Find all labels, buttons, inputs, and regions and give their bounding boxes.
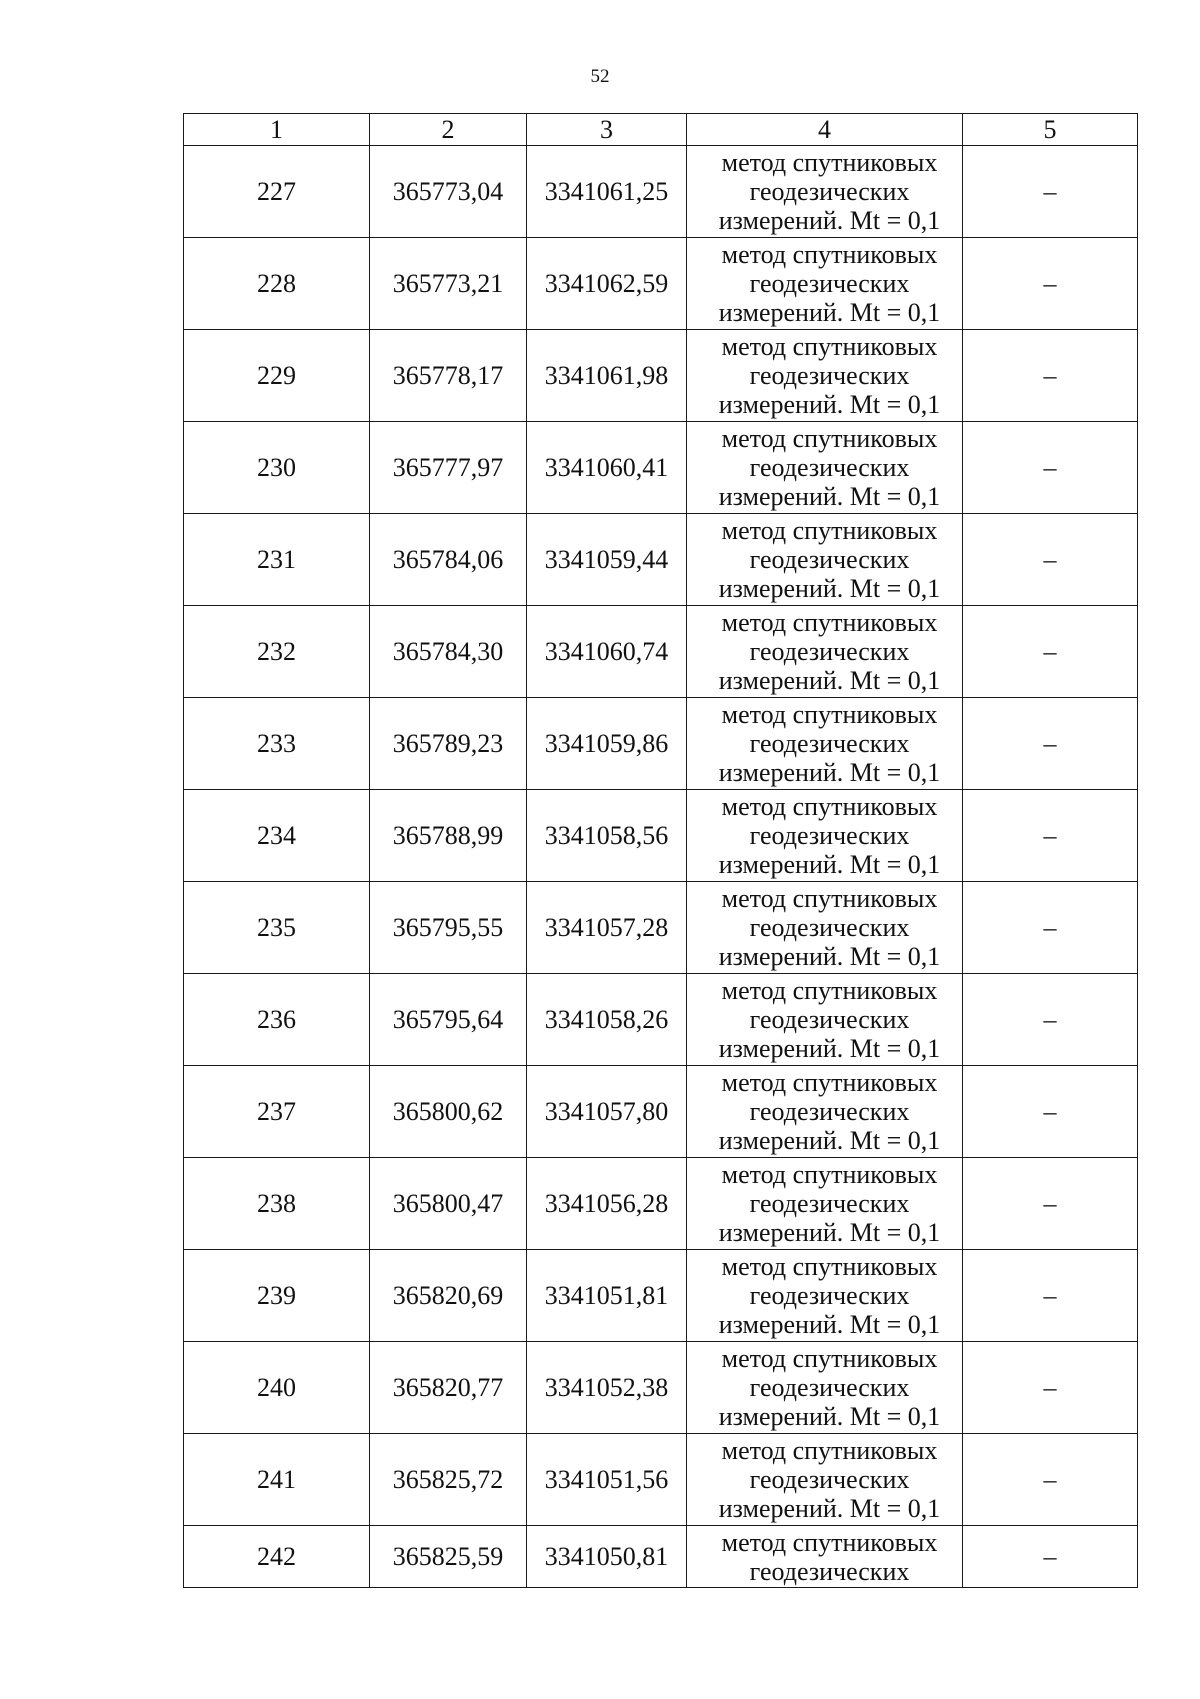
- note-cell: –: [963, 790, 1138, 882]
- table-row: [184, 882, 1138, 974]
- table-row: [184, 974, 1138, 1066]
- point-number-cell: 235: [184, 882, 370, 974]
- note-cell: –: [963, 422, 1138, 514]
- table-row: [184, 790, 1138, 882]
- method-cell: метод спутниковых геодезических измерений. Mt = 0,1: [687, 1342, 963, 1434]
- x-coordinate-cell: 365789,23: [370, 698, 527, 790]
- method-cell: метод спутниковых геодезических измерений. Mt = 0,1: [687, 882, 963, 974]
- note-cell: –: [963, 1066, 1138, 1158]
- note-cell: –: [963, 1526, 1138, 1588]
- y-coordinate-cell: 3341050,81: [527, 1526, 687, 1588]
- note-cell: –: [963, 606, 1138, 698]
- point-number-cell: 233: [184, 698, 370, 790]
- table-row: [184, 1250, 1138, 1342]
- method-cell: метод спутниковых геодезических измерений. Mt = 0,1: [687, 698, 963, 790]
- table-row: [184, 698, 1138, 790]
- point-number-cell: 241: [184, 1434, 370, 1526]
- table-row: [184, 330, 1138, 422]
- table-row: [184, 238, 1138, 330]
- x-coordinate-cell: 365795,64: [370, 974, 527, 1066]
- point-number-cell: 230: [184, 422, 370, 514]
- table-header-row: [184, 114, 1138, 146]
- x-coordinate-cell: 365788,99: [370, 790, 527, 882]
- y-coordinate-cell: 3341061,98: [527, 330, 687, 422]
- y-coordinate-cell: 3341058,56: [527, 790, 687, 882]
- y-coordinate-cell: 3341057,80: [527, 1066, 687, 1158]
- y-coordinate-cell: 3341051,56: [527, 1434, 687, 1526]
- point-number-cell: 227: [184, 146, 370, 238]
- note-cell: –: [963, 882, 1138, 974]
- table-row: [184, 1158, 1138, 1250]
- note-cell: –: [963, 330, 1138, 422]
- x-coordinate-cell: 365825,59: [370, 1526, 527, 1588]
- y-coordinate-cell: 3341061,25: [527, 146, 687, 238]
- page-number: 52: [590, 66, 610, 87]
- point-number-cell: 236: [184, 974, 370, 1066]
- note-cell: –: [963, 514, 1138, 606]
- point-number-cell: 228: [184, 238, 370, 330]
- point-number-cell: 232: [184, 606, 370, 698]
- x-coordinate-cell: 365795,55: [370, 882, 527, 974]
- method-cell: метод спутниковых геодезических измерений. Mt = 0,1: [687, 974, 963, 1066]
- method-cell: метод спутниковых геодезических измерений. Mt = 0,1: [687, 606, 963, 698]
- table-row: [184, 422, 1138, 514]
- header-cell: 4: [687, 114, 963, 146]
- y-coordinate-cell: 3341057,28: [527, 882, 687, 974]
- x-coordinate-cell: 365800,47: [370, 1158, 527, 1250]
- method-cell: метод спутниковых геодезических измерений. Mt = 0,1: [687, 790, 963, 882]
- table-row: [184, 1526, 1138, 1588]
- method-cell: метод спутниковых геодезических измерений. Mt = 0,1: [687, 146, 963, 238]
- table-row: [184, 514, 1138, 606]
- y-coordinate-cell: 3341060,74: [527, 606, 687, 698]
- note-cell: –: [963, 238, 1138, 330]
- x-coordinate-cell: 365773,21: [370, 238, 527, 330]
- x-coordinate-cell: 365784,30: [370, 606, 527, 698]
- x-coordinate-cell: 365777,97: [370, 422, 527, 514]
- y-coordinate-cell: 3341056,28: [527, 1158, 687, 1250]
- method-cell: метод спутниковых геодезических измерений. Mt = 0,1: [687, 238, 963, 330]
- method-cell: метод спутниковых геодезических измерений. Mt = 0,1: [687, 1250, 963, 1342]
- point-number-cell: 240: [184, 1342, 370, 1434]
- note-cell: –: [963, 1434, 1138, 1526]
- note-cell: –: [963, 1342, 1138, 1434]
- y-coordinate-cell: 3341052,38: [527, 1342, 687, 1434]
- coordinates-table: [183, 113, 1138, 1588]
- x-coordinate-cell: 365820,69: [370, 1250, 527, 1342]
- header-cell: 5: [963, 114, 1138, 146]
- method-cell: метод спутниковых геодезических измерений. Mt = 0,1: [687, 514, 963, 606]
- table-row: [184, 1434, 1138, 1526]
- y-coordinate-cell: 3341059,86: [527, 698, 687, 790]
- y-coordinate-cell: 3341060,41: [527, 422, 687, 514]
- y-coordinate-cell: 3341051,81: [527, 1250, 687, 1342]
- point-number-cell: 231: [184, 514, 370, 606]
- x-coordinate-cell: 365773,04: [370, 146, 527, 238]
- x-coordinate-cell: 365820,77: [370, 1342, 527, 1434]
- y-coordinate-cell: 3341062,59: [527, 238, 687, 330]
- method-cell: метод спутниковых геодезических измерений. Mt = 0,1: [687, 330, 963, 422]
- header-cell: 3: [527, 114, 687, 146]
- method-cell: метод спутниковых геодезических: [687, 1526, 963, 1588]
- note-cell: –: [963, 1250, 1138, 1342]
- point-number-cell: 239: [184, 1250, 370, 1342]
- point-number-cell: 242: [184, 1526, 370, 1588]
- table-row: [184, 1342, 1138, 1434]
- y-coordinate-cell: 3341058,26: [527, 974, 687, 1066]
- table-row: [184, 606, 1138, 698]
- point-number-cell: 234: [184, 790, 370, 882]
- table-row: [184, 146, 1138, 238]
- table-body: [184, 146, 1138, 1588]
- note-cell: –: [963, 974, 1138, 1066]
- x-coordinate-cell: 365784,06: [370, 514, 527, 606]
- header-cell: 1: [184, 114, 370, 146]
- x-coordinate-cell: 365825,72: [370, 1434, 527, 1526]
- note-cell: –: [963, 698, 1138, 790]
- point-number-cell: 238: [184, 1158, 370, 1250]
- table-row: [184, 1066, 1138, 1158]
- y-coordinate-cell: 3341059,44: [527, 514, 687, 606]
- method-cell: метод спутниковых геодезических измерений. Mt = 0,1: [687, 1434, 963, 1526]
- x-coordinate-cell: 365778,17: [370, 330, 527, 422]
- note-cell: –: [963, 146, 1138, 238]
- point-number-cell: 229: [184, 330, 370, 422]
- method-cell: метод спутниковых геодезических измерений. Mt = 0,1: [687, 1066, 963, 1158]
- note-cell: –: [963, 1158, 1138, 1250]
- x-coordinate-cell: 365800,62: [370, 1066, 527, 1158]
- point-number-cell: 237: [184, 1066, 370, 1158]
- method-cell: метод спутниковых геодезических измерений. Mt = 0,1: [687, 1158, 963, 1250]
- method-cell: метод спутниковых геодезических измерений. Mt = 0,1: [687, 422, 963, 514]
- header-cell: 2: [370, 114, 527, 146]
